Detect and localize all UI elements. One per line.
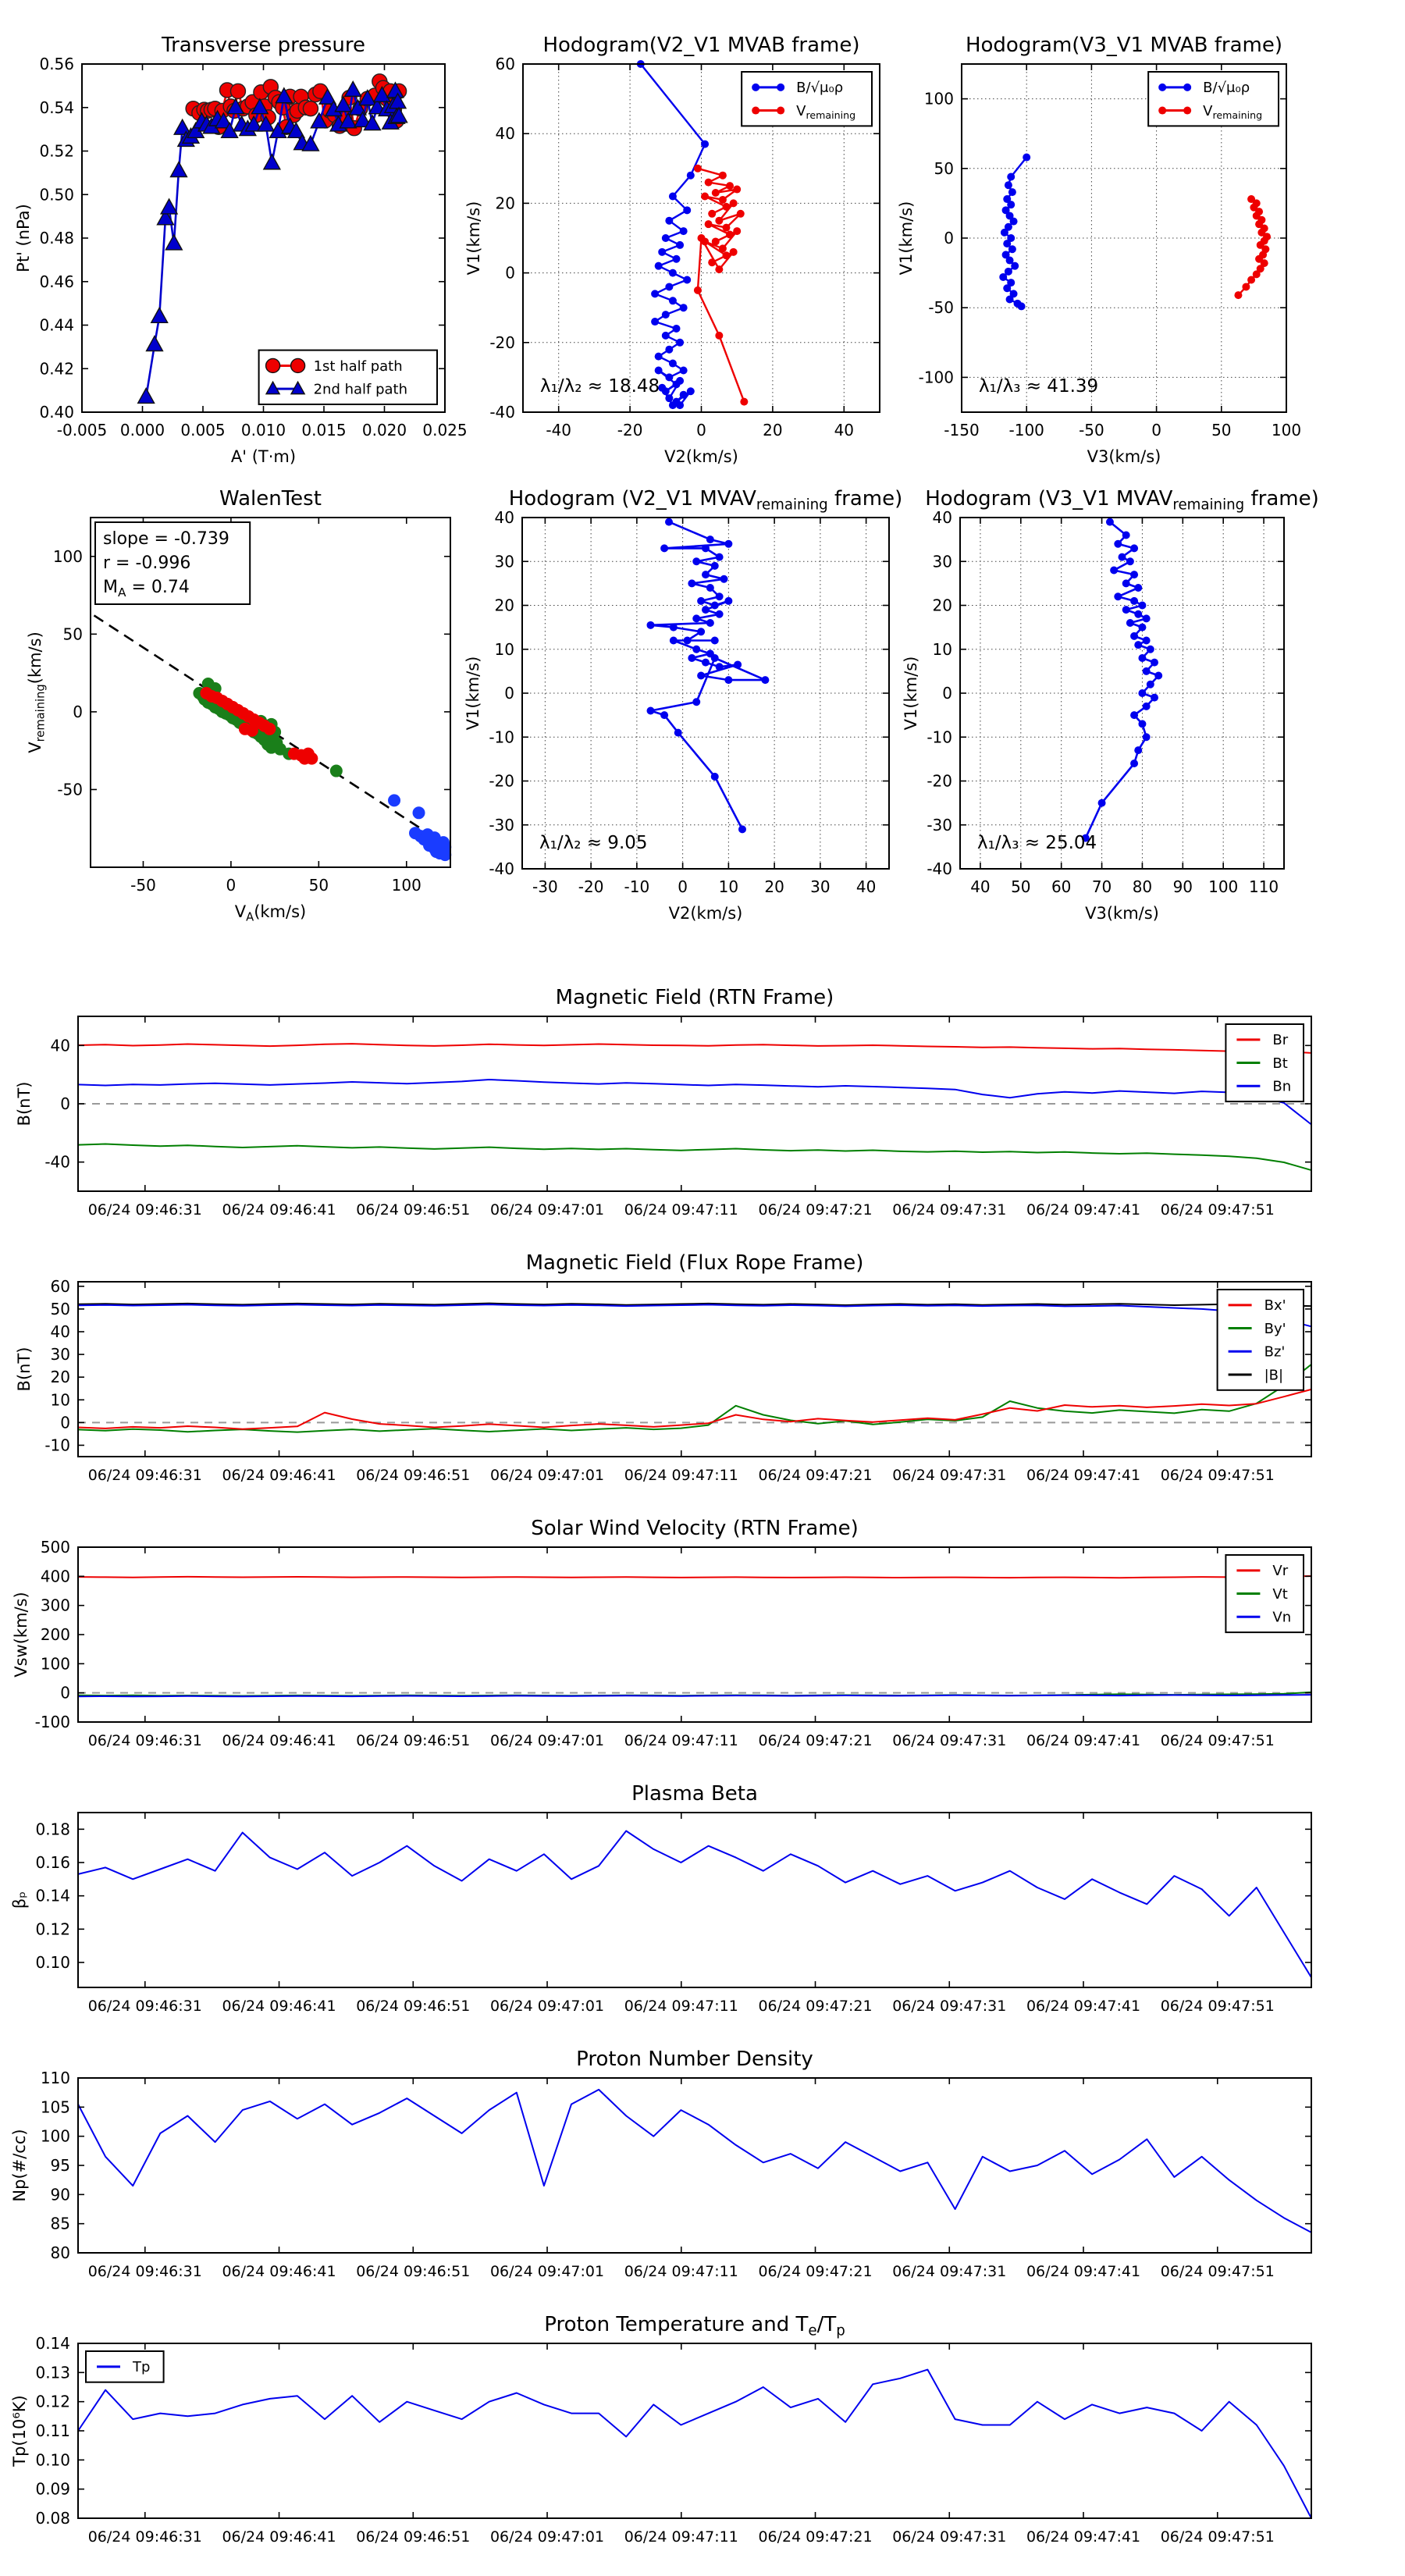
- y-tick-label: -40: [489, 859, 514, 878]
- x-axis-label: V3(km/s): [1085, 904, 1159, 923]
- x-tick-label: 06/24 09:47:21: [758, 1467, 873, 1484]
- x-tick-label: 40: [970, 877, 991, 896]
- legend-label: Vt: [1272, 1585, 1288, 1603]
- y-tick-label: 0.10: [35, 2450, 70, 2470]
- y-tick-label: 40: [494, 508, 514, 527]
- x-tick-label: 06/24 09:46:41: [222, 1467, 336, 1484]
- x-tick-label: 06/24 09:47:51: [1160, 1201, 1275, 1219]
- x-tick-label: 0.025: [422, 421, 468, 439]
- x-tick-label: -10: [624, 877, 650, 896]
- legend-label: By': [1264, 1320, 1286, 1337]
- x-tick-label: -0.005: [56, 421, 108, 439]
- y-tick-label: -10: [489, 728, 514, 747]
- y-axis-label: $V_{remaining}(km/s)$: [26, 632, 48, 753]
- y-tick-label: -30: [489, 815, 514, 834]
- y-tick-label: 20: [50, 1368, 70, 1387]
- y-tick-label: 50: [934, 158, 954, 178]
- x-tick-label: 06/24 09:47:11: [624, 1201, 738, 1219]
- x-tick-label: 10: [718, 877, 739, 896]
- legend-label: Vn: [1272, 1609, 1292, 1626]
- y-tick-label: 0.12: [35, 1920, 70, 1939]
- x-tick-label: 06/24 09:46:41: [222, 1201, 336, 1219]
- chart-title: Hodogram (V2_V1 $MVAV_{remaining}$ frame): [508, 487, 903, 514]
- x-tick-label: 06/24 09:47:11: [624, 1732, 738, 1749]
- legend-label: Bx': [1264, 1297, 1286, 1315]
- x-tick-label: 0.015: [301, 421, 347, 439]
- y-tick-label: 0: [944, 229, 954, 247]
- x-tick-label: 30: [810, 877, 831, 896]
- y-tick-label: 105: [40, 2097, 70, 2117]
- x-tick-label: 06/24 09:47:11: [624, 2528, 738, 2546]
- y-tick-label: 0: [504, 684, 514, 703]
- y-tick-label: 0.09: [35, 2479, 70, 2499]
- y-tick-label: 50: [62, 624, 83, 644]
- y-tick-label: 0.10: [35, 1953, 70, 1972]
- y-tick-label: 60: [50, 1276, 70, 1296]
- proton-temperature: [10, 2313, 1311, 2546]
- y-tick-label: -100: [34, 1713, 70, 1731]
- y-axis-label: Np(#/cc): [10, 2129, 29, 2202]
- x-tick-label: -20: [617, 421, 643, 439]
- y-tick-label: 0.13: [35, 2363, 70, 2382]
- x-tick-label: 20: [763, 421, 783, 439]
- y-tick-label: 0: [942, 684, 952, 703]
- lambda-annotation: λ₁/λ₃ ≈ 41.39: [979, 376, 1099, 397]
- x-tick-label: 0: [678, 877, 688, 896]
- x-tick-label: -50: [130, 876, 156, 895]
- chart-title: Hodogram(V3_V1 MVAB frame): [965, 34, 1283, 57]
- y-axis-label: V1(km/s): [902, 656, 920, 731]
- y-tick-label: 30: [932, 552, 952, 571]
- x-tick-label: 06/24 09:47:31: [892, 1998, 1007, 2015]
- y-tick-label: 0: [73, 702, 83, 721]
- y-tick-label: 100: [40, 2126, 70, 2146]
- x-tick-label: 06/24 09:47:41: [1026, 2528, 1141, 2546]
- x-tick-label: 100: [1271, 421, 1302, 439]
- y-tick-label: 0.44: [39, 315, 74, 335]
- x-tick-label: 06/24 09:47:31: [892, 1732, 1007, 1749]
- x-axis-label: V2(km/s): [664, 447, 738, 466]
- y-tick-label: 300: [40, 1596, 70, 1615]
- y-tick-label: 40: [50, 1322, 70, 1341]
- y-axis-label: V1(km/s): [897, 201, 916, 276]
- x-tick-label: 06/24 09:47:11: [624, 1467, 738, 1484]
- chart-title: Proton Number Density: [576, 2048, 813, 2071]
- x-tick-label: 06/24 09:46:41: [222, 1998, 336, 2015]
- y-tick-label: 400: [40, 1567, 70, 1586]
- y-tick-label: 0: [60, 1413, 70, 1432]
- y-tick-label: 0.14: [35, 1886, 70, 1905]
- x-tick-label: 06/24 09:47:41: [1026, 1467, 1141, 1484]
- x-tick-label: 06/24 09:47:31: [892, 1201, 1007, 1219]
- x-tick-label: 06/24 09:46:51: [356, 1467, 471, 1484]
- x-tick-label: 06/24 09:47:51: [1160, 2263, 1275, 2280]
- y-axis-label: βₚ: [10, 1891, 29, 1909]
- y-tick-label: 0.18: [35, 1820, 70, 1839]
- y-tick-label: 60: [495, 55, 515, 73]
- y-tick-label: 100: [52, 546, 83, 566]
- y-tick-label: -30: [927, 815, 952, 834]
- y-tick-label: -100: [918, 368, 954, 387]
- x-tick-label: -100: [1008, 421, 1044, 439]
- x-tick-label: 06/24 09:47:41: [1026, 2263, 1141, 2280]
- x-tick-label: -40: [546, 421, 572, 439]
- x-tick-label: -50: [1079, 421, 1104, 439]
- y-tick-label: -40: [927, 859, 952, 878]
- y-tick-label: 100: [923, 89, 954, 109]
- x-axis-label: V2(km/s): [668, 904, 743, 923]
- x-tick-label: 06/24 09:47:01: [489, 1998, 605, 2015]
- y-tick-label: -50: [928, 298, 954, 318]
- x-tick-label: 0: [696, 421, 706, 439]
- x-tick-label: 06/24 09:46:41: [222, 2528, 336, 2546]
- chart-title: Proton Temperature and $T_e/T_p$: [544, 2313, 845, 2339]
- x-tick-label: 0.005: [180, 421, 226, 439]
- legend-label: 2nd half path: [313, 381, 408, 398]
- y-tick-label: -40: [44, 1152, 70, 1172]
- legend-label: |B|: [1264, 1367, 1284, 1384]
- x-tick-label: 06/24 09:47:21: [758, 1732, 873, 1749]
- y-axis-label: B(nT): [15, 1347, 34, 1392]
- y-tick-label: 90: [50, 2185, 70, 2204]
- y-tick-label: 0.42: [39, 359, 74, 379]
- x-tick-label: 40: [834, 421, 855, 439]
- y-tick-label: 10: [932, 639, 952, 659]
- x-tick-label: 06/24 09:47:01: [489, 1201, 605, 1219]
- y-tick-label: 0.48: [39, 229, 74, 247]
- y-tick-label: 40: [495, 124, 515, 144]
- y-tick-label: 0.46: [39, 272, 74, 291]
- y-tick-label: 0.52: [39, 141, 74, 161]
- x-tick-label: 06/24 09:46:31: [87, 2528, 202, 2546]
- x-tick-label: 0: [1151, 421, 1161, 439]
- x-tick-label: 06/24 09:47:51: [1160, 1732, 1275, 1749]
- x-tick-label: -150: [944, 421, 980, 439]
- legend-label: Bt: [1272, 1055, 1288, 1072]
- legend-label: 1st half path: [313, 358, 403, 375]
- x-axis-label: $V_A(km/s)$: [234, 902, 307, 924]
- x-tick-label: 0.000: [119, 421, 165, 439]
- y-axis-label: Pt' (nPa): [14, 204, 33, 272]
- chart-title: Transverse pressure: [162, 34, 365, 57]
- x-tick-label: 40: [855, 877, 877, 896]
- y-tick-label: 40: [932, 508, 952, 527]
- y-tick-label: 200: [40, 1625, 70, 1644]
- y-tick-label: 0.11: [35, 2421, 70, 2440]
- x-tick-label: 06/24 09:46:31: [87, 2263, 202, 2280]
- y-tick-label: -20: [927, 771, 952, 791]
- y-tick-label: -40: [489, 403, 515, 422]
- x-tick-label: 06/24 09:47:31: [892, 2263, 1007, 2280]
- x-tick-label: 06/24 09:46:51: [356, 1201, 471, 1219]
- y-tick-label: 10: [494, 639, 514, 659]
- y-tick-label: 0: [60, 1094, 70, 1113]
- y-axis-label: V1(km/s): [464, 656, 482, 731]
- y-tick-label: 100: [40, 1654, 70, 1674]
- x-tick-label: 06/24 09:47:51: [1160, 1998, 1275, 2015]
- y-tick-label: -10: [927, 728, 952, 747]
- lambda-annotation: λ₁/λ₃ ≈ 25.04: [977, 833, 1097, 853]
- x-tick-label: 80: [1132, 877, 1153, 896]
- y-tick-label: 0.14: [35, 2334, 70, 2353]
- legend-label: $V_{remaining}$: [796, 102, 856, 121]
- x-tick-label: 50: [1211, 421, 1232, 439]
- y-tick-label: 500: [40, 1538, 70, 1557]
- y-axis-label: Vsw(km/s): [12, 1592, 30, 1678]
- y-tick-label: 0.40: [39, 403, 74, 422]
- legend-label: Tp: [133, 2359, 151, 2376]
- x-tick-label: 06/24 09:47:41: [1026, 1998, 1141, 2015]
- y-tick-label: 110: [40, 2069, 70, 2087]
- x-tick-label: 20: [764, 877, 784, 896]
- y-tick-label: 0.50: [39, 185, 74, 205]
- x-tick-label: 06/24 09:47:21: [758, 2263, 873, 2280]
- x-tick-label: 0: [226, 876, 237, 895]
- x-tick-label: 0.010: [240, 421, 286, 439]
- chart-title: Hodogram(V2_V1 MVAB frame): [542, 34, 860, 57]
- y-tick-label: 40: [50, 1036, 70, 1055]
- x-tick-label: 06/24 09:46:51: [356, 1732, 471, 1749]
- chart-title: Magnetic Field (RTN Frame): [555, 986, 834, 1009]
- y-axis-label: B(nT): [15, 1081, 34, 1126]
- x-tick-label: 70: [1091, 877, 1112, 896]
- x-axis-label: V3(km/s): [1087, 447, 1161, 466]
- x-tick-label: 06/24 09:47:21: [758, 1998, 873, 2015]
- y-tick-label: 85: [50, 2214, 70, 2233]
- series-Tp: [78, 2370, 1311, 2518]
- stats-line: slope = -0.739: [103, 529, 229, 549]
- y-tick-label: 0.54: [39, 98, 74, 117]
- chart-title: Plasma Beta: [631, 1782, 758, 1806]
- x-tick-label: 06/24 09:47:31: [892, 1467, 1007, 1484]
- y-tick-label: -20: [489, 333, 515, 352]
- stats-line: $M_A = 0.74$: [103, 578, 190, 600]
- x-tick-label: 06/24 09:47:21: [758, 1201, 873, 1219]
- x-tick-label: 60: [1051, 877, 1072, 896]
- x-tick-label: 06/24 09:47:01: [489, 2263, 605, 2280]
- x-tick-label: 06/24 09:47:01: [489, 1732, 605, 1749]
- y-tick-label: 50: [50, 1299, 70, 1318]
- y-tick-label: 20: [494, 596, 514, 615]
- y-tick-label: 10: [50, 1390, 70, 1410]
- legend-label: Br: [1272, 1032, 1289, 1049]
- y-axis-label: V1(km/s): [464, 201, 483, 276]
- y-tick-label: 0.16: [35, 1853, 70, 1872]
- x-tick-label: 06/24 09:46:31: [87, 1998, 202, 2015]
- lambda-annotation: λ₁/λ₂ ≈ 18.48: [540, 376, 660, 397]
- x-tick-label: 06/24 09:46:41: [222, 1732, 336, 1749]
- y-tick-label: 30: [50, 1345, 70, 1364]
- legend-label: Vr: [1272, 1563, 1289, 1580]
- x-tick-label: 06/24 09:47:11: [624, 1998, 738, 2015]
- y-tick-label: -20: [489, 771, 514, 791]
- x-tick-label: 06/24 09:46:31: [87, 1201, 202, 1219]
- y-tick-label: 0: [60, 1683, 70, 1703]
- x-tick-label: 100: [391, 876, 422, 895]
- legend-label: $V_{remaining}$: [1203, 102, 1263, 121]
- y-tick-label: -50: [57, 780, 83, 799]
- x-tick-label: 06/24 09:47:21: [758, 2528, 873, 2546]
- chart-title: Hodogram (V3_V1 $MVAV_{remaining}$ frame): [925, 487, 1319, 514]
- x-tick-label: 06/24 09:47:41: [1026, 1201, 1141, 1219]
- y-tick-label: 0.12: [35, 2392, 70, 2411]
- y-tick-label: 0.08: [35, 2509, 70, 2528]
- stats-line: r = -0.996: [103, 553, 191, 573]
- y-tick-label: 0: [505, 263, 515, 283]
- x-tick-label: 06/24 09:47:11: [624, 2263, 738, 2280]
- x-tick-label: 06/24 09:46:41: [222, 2263, 336, 2280]
- x-tick-label: 06/24 09:46:51: [356, 2263, 471, 2280]
- x-tick-label: 06/24 09:46:31: [87, 1732, 202, 1749]
- legend-label: B/√μ₀ρ: [796, 80, 844, 97]
- x-tick-label: 90: [1172, 877, 1193, 896]
- x-tick-label: 06/24 09:47:51: [1160, 1467, 1275, 1484]
- y-tick-label: 20: [495, 194, 515, 213]
- y-tick-label: 95: [50, 2156, 70, 2175]
- chart-title: WalenTest: [219, 487, 322, 511]
- x-tick-label: 100: [1208, 877, 1239, 896]
- x-tick-label: -30: [532, 877, 558, 896]
- y-tick-label: 30: [494, 552, 514, 571]
- x-tick-label: 06/24 09:46:51: [356, 2528, 471, 2546]
- x-tick-label: 50: [308, 876, 329, 895]
- x-tick-label: 06/24 09:46:51: [356, 1998, 471, 2015]
- lambda-annotation: λ₁/λ₂ ≈ 9.05: [539, 833, 648, 853]
- x-tick-label: 06/24 09:47:41: [1026, 1732, 1141, 1749]
- legend-label: Bn: [1272, 1078, 1292, 1095]
- x-tick-label: 0.020: [361, 421, 407, 439]
- y-tick-label: 80: [50, 2243, 70, 2262]
- legend-label: Bz': [1264, 1343, 1286, 1361]
- y-tick-label: -10: [44, 1436, 70, 1455]
- x-tick-label: 50: [1011, 877, 1031, 896]
- y-tick-label: 0.56: [39, 55, 74, 73]
- y-axis-label: Tp(10⁶K): [10, 2395, 29, 2467]
- chart-title: Solar Wind Velocity (RTN Frame): [531, 1517, 859, 1540]
- chart-title: Magnetic Field (Flux Rope Frame): [525, 1251, 864, 1275]
- x-tick-label: 110: [1248, 877, 1279, 896]
- x-tick-label: 06/24 09:47:01: [489, 2528, 605, 2546]
- axes-frame: [78, 2343, 1311, 2518]
- x-tick-label: -20: [578, 877, 604, 896]
- x-tick-label: 06/24 09:46:31: [87, 1467, 202, 1484]
- x-tick-label: 06/24 09:47:51: [1160, 2528, 1275, 2546]
- y-tick-label: 20: [932, 596, 952, 615]
- x-tick-label: 06/24 09:47:01: [489, 1467, 605, 1484]
- x-tick-label: 06/24 09:47:31: [892, 2528, 1007, 2546]
- x-axis-label: A' (T·m): [230, 447, 297, 466]
- legend-label: B/√μ₀ρ: [1203, 80, 1250, 97]
